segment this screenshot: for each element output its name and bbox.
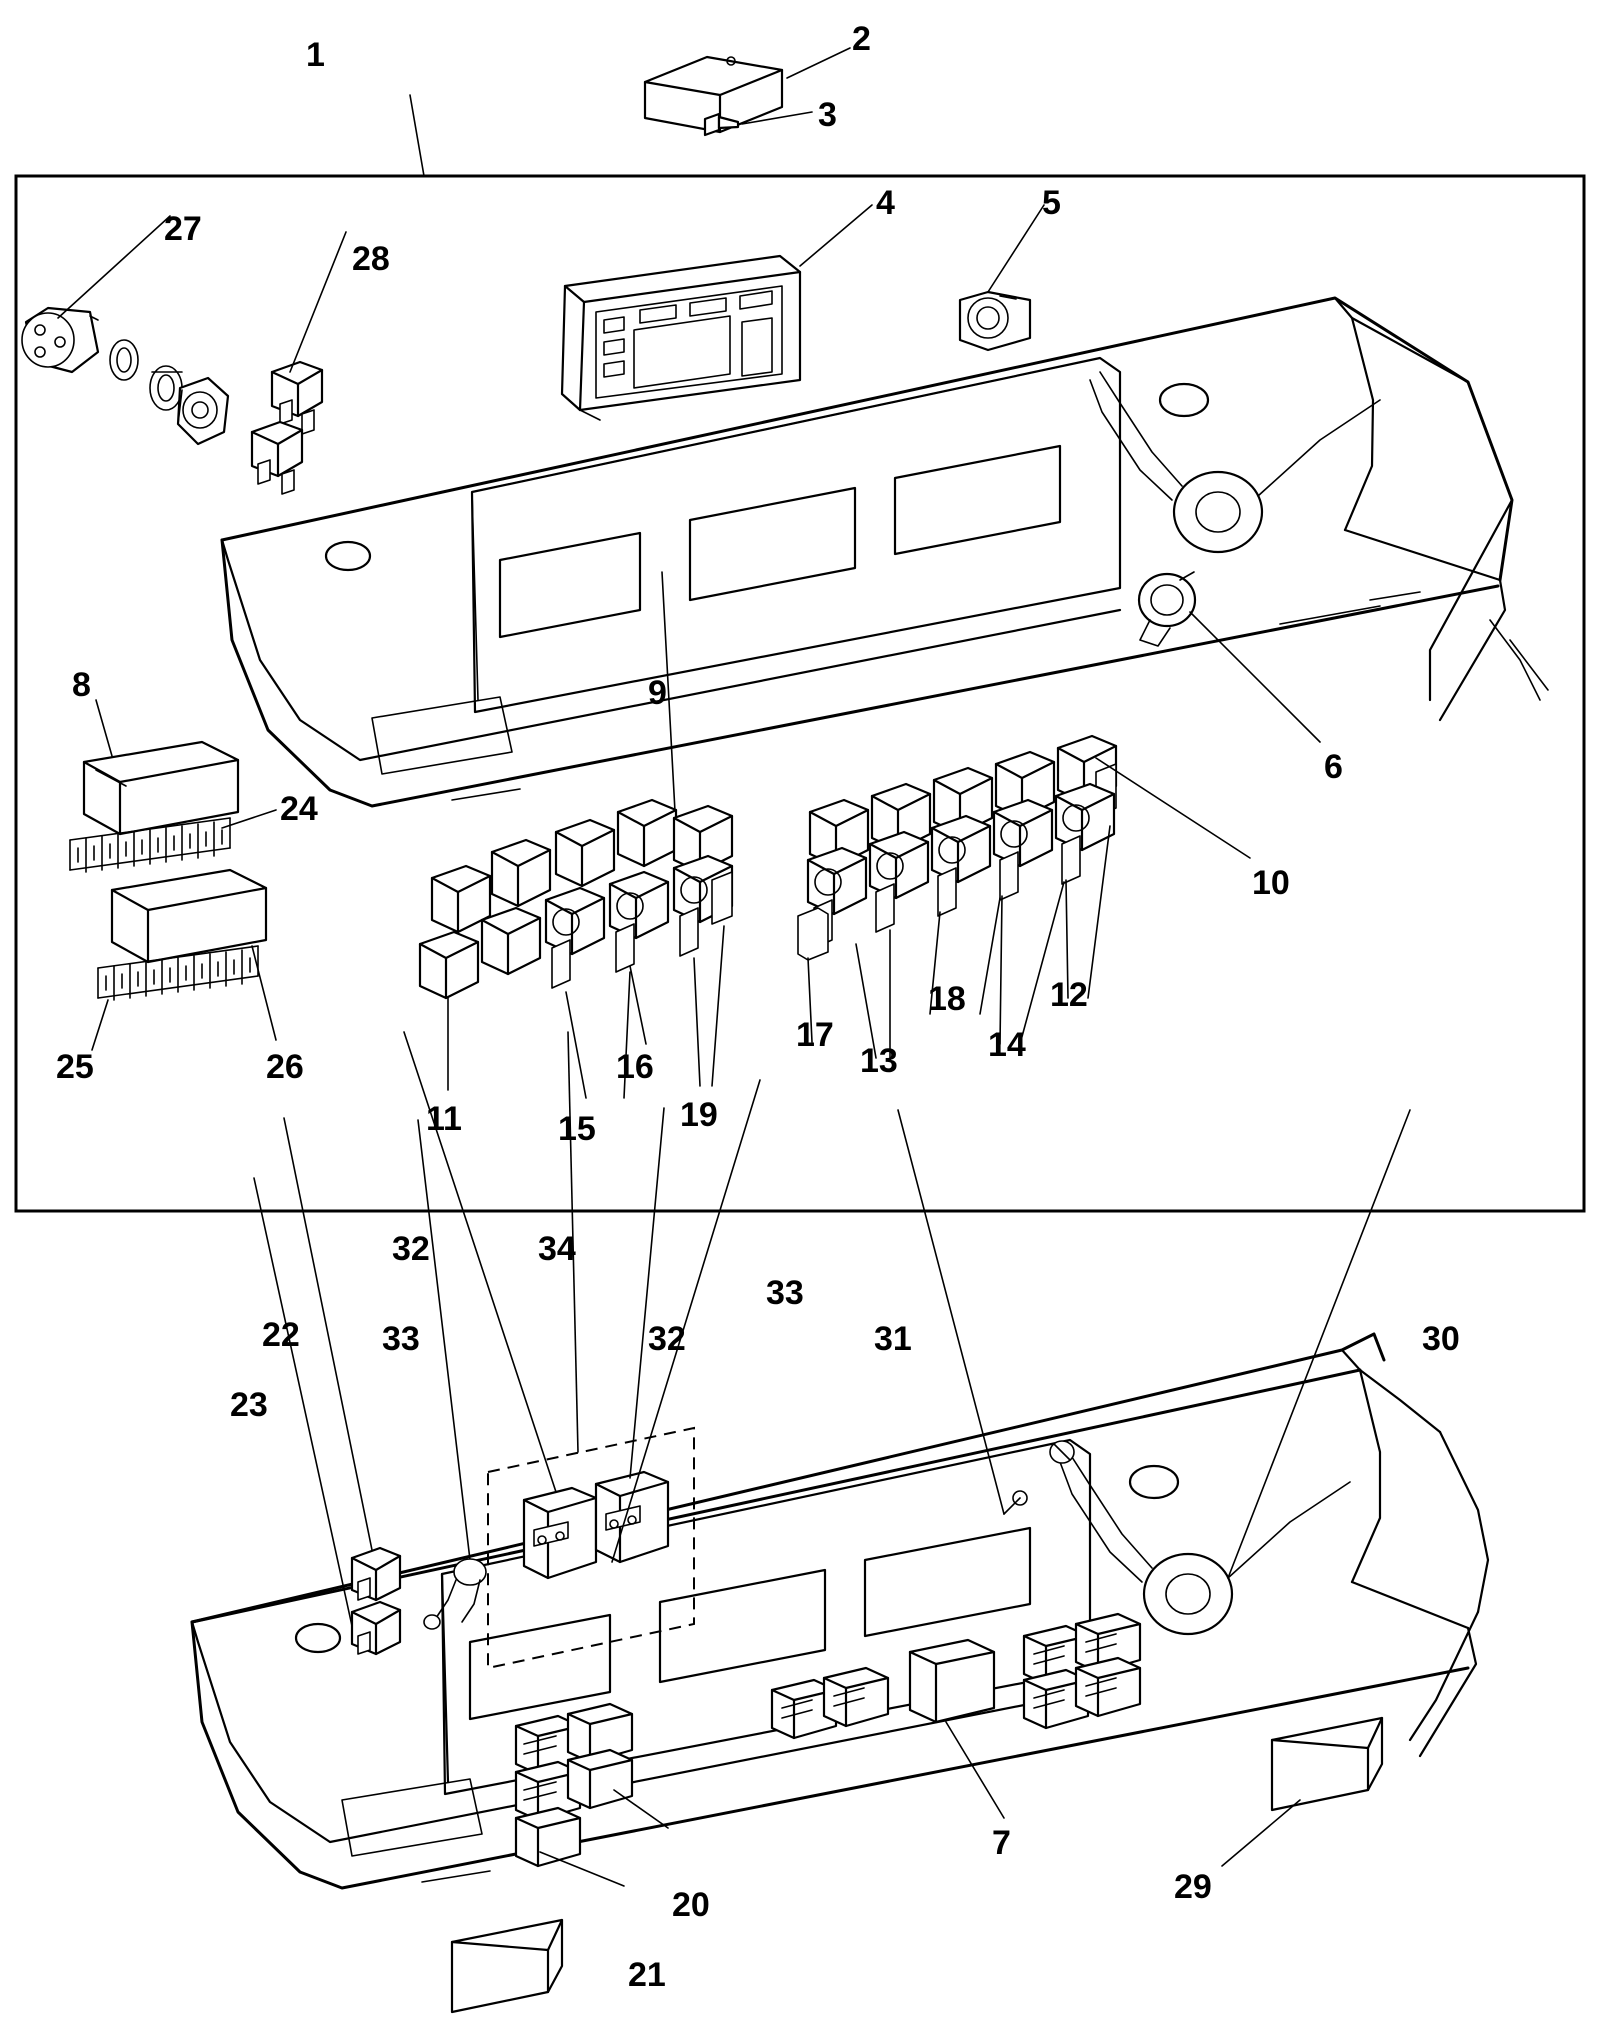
part-6-ignition	[1139, 572, 1195, 646]
callout-33: 33	[766, 1274, 804, 1312]
leader-6	[1190, 612, 1320, 742]
leader-2	[787, 48, 850, 78]
switch-group-left	[420, 800, 732, 998]
part-20-block-b	[568, 1704, 632, 1808]
upper-panel-body	[222, 298, 1548, 806]
callout-23: 23	[230, 1386, 268, 1424]
callout-27: 27	[164, 210, 202, 248]
leader-10	[1096, 758, 1250, 858]
leader-13	[856, 944, 876, 1058]
leader-33b	[418, 1120, 470, 1560]
lower-relay-bank-right	[1024, 1614, 1140, 1728]
leader-12b	[1088, 826, 1110, 998]
leader-19b	[712, 926, 724, 1086]
leader-19	[694, 958, 700, 1086]
leader-31	[898, 1110, 1004, 1514]
part-28-relay-lower	[252, 422, 302, 494]
callout-26: 26	[266, 1048, 304, 1086]
callout-22: 22	[262, 1316, 300, 1354]
callout-10: 10	[1252, 864, 1290, 902]
part-4-display	[562, 256, 800, 410]
leader-33a	[612, 1080, 760, 1562]
callout-12: 12	[1050, 976, 1088, 1014]
callout-30: 30	[1422, 1320, 1460, 1358]
leader-25	[92, 1000, 108, 1050]
leader-8	[96, 700, 112, 756]
callout-21: 21	[628, 1956, 666, 1994]
callout-20: 20	[672, 1886, 710, 1924]
part-32-module-a	[524, 1488, 596, 1578]
part-32-module-b	[596, 1472, 668, 1562]
leader-1	[410, 95, 424, 176]
callout-2: 2	[852, 20, 871, 58]
part-23-relay	[352, 1602, 400, 1654]
callout-25: 25	[56, 1048, 94, 1086]
callout-9: 9	[648, 674, 667, 712]
panel-steering-hub	[1090, 372, 1380, 552]
leader-18b	[980, 898, 1000, 1014]
part-27-connector	[22, 308, 98, 372]
callout-29: 29	[1174, 1868, 1212, 1906]
callout-6: 6	[1324, 748, 1343, 786]
callout-33-second: 33	[382, 1320, 420, 1358]
callout-15: 15	[558, 1110, 596, 1148]
callout-18: 18	[928, 980, 966, 1018]
callout-24: 24	[280, 790, 318, 828]
leader-23	[254, 1178, 352, 1626]
switch-group-right	[798, 736, 1116, 960]
leader-14b	[1020, 882, 1064, 1044]
callout-13: 13	[860, 1042, 898, 1080]
part-7-box	[910, 1640, 994, 1722]
callout-28: 28	[352, 240, 390, 278]
leader-4	[800, 205, 872, 266]
leader-21	[540, 1852, 624, 1886]
leader-7	[946, 1722, 1004, 1818]
callout-19: 19	[680, 1096, 718, 1134]
leader-27	[58, 216, 170, 318]
part-22-relay	[352, 1548, 400, 1600]
callout-31: 31	[874, 1320, 912, 1358]
leader-16	[630, 966, 646, 1044]
leader-5	[988, 205, 1044, 292]
callout-8: 8	[72, 666, 91, 704]
callout-32: 32	[392, 1230, 430, 1268]
callout-4: 4	[876, 184, 895, 222]
leader-29	[1222, 1800, 1300, 1866]
leader-26	[252, 946, 276, 1040]
leader-14	[1000, 896, 1002, 1044]
part-5-knob	[960, 292, 1030, 350]
part-29-bracket	[1272, 1718, 1382, 1810]
lower-bracket-left	[452, 1920, 562, 2012]
leader-32b	[630, 1108, 664, 1478]
leader-28	[290, 232, 346, 372]
part-27-washers	[110, 340, 182, 410]
leader-20	[614, 1790, 668, 1828]
leader-4b	[580, 410, 600, 420]
lower-relay-cluster-mid	[772, 1668, 888, 1738]
callout-7: 7	[992, 1824, 1011, 1862]
callout-32-second: 32	[648, 1320, 686, 1358]
callout-3: 3	[818, 96, 837, 134]
callout-34: 34	[538, 1230, 576, 1268]
callout-5: 5	[1042, 184, 1061, 222]
callout-11: 11	[426, 1100, 462, 1138]
leader-30	[1228, 1110, 1410, 1578]
callout-14: 14	[988, 1026, 1026, 1064]
callout-17: 17	[796, 1016, 834, 1054]
callout-16: 16	[616, 1048, 654, 1086]
callout-1: 1	[306, 36, 325, 74]
part-27-socket	[178, 378, 228, 444]
